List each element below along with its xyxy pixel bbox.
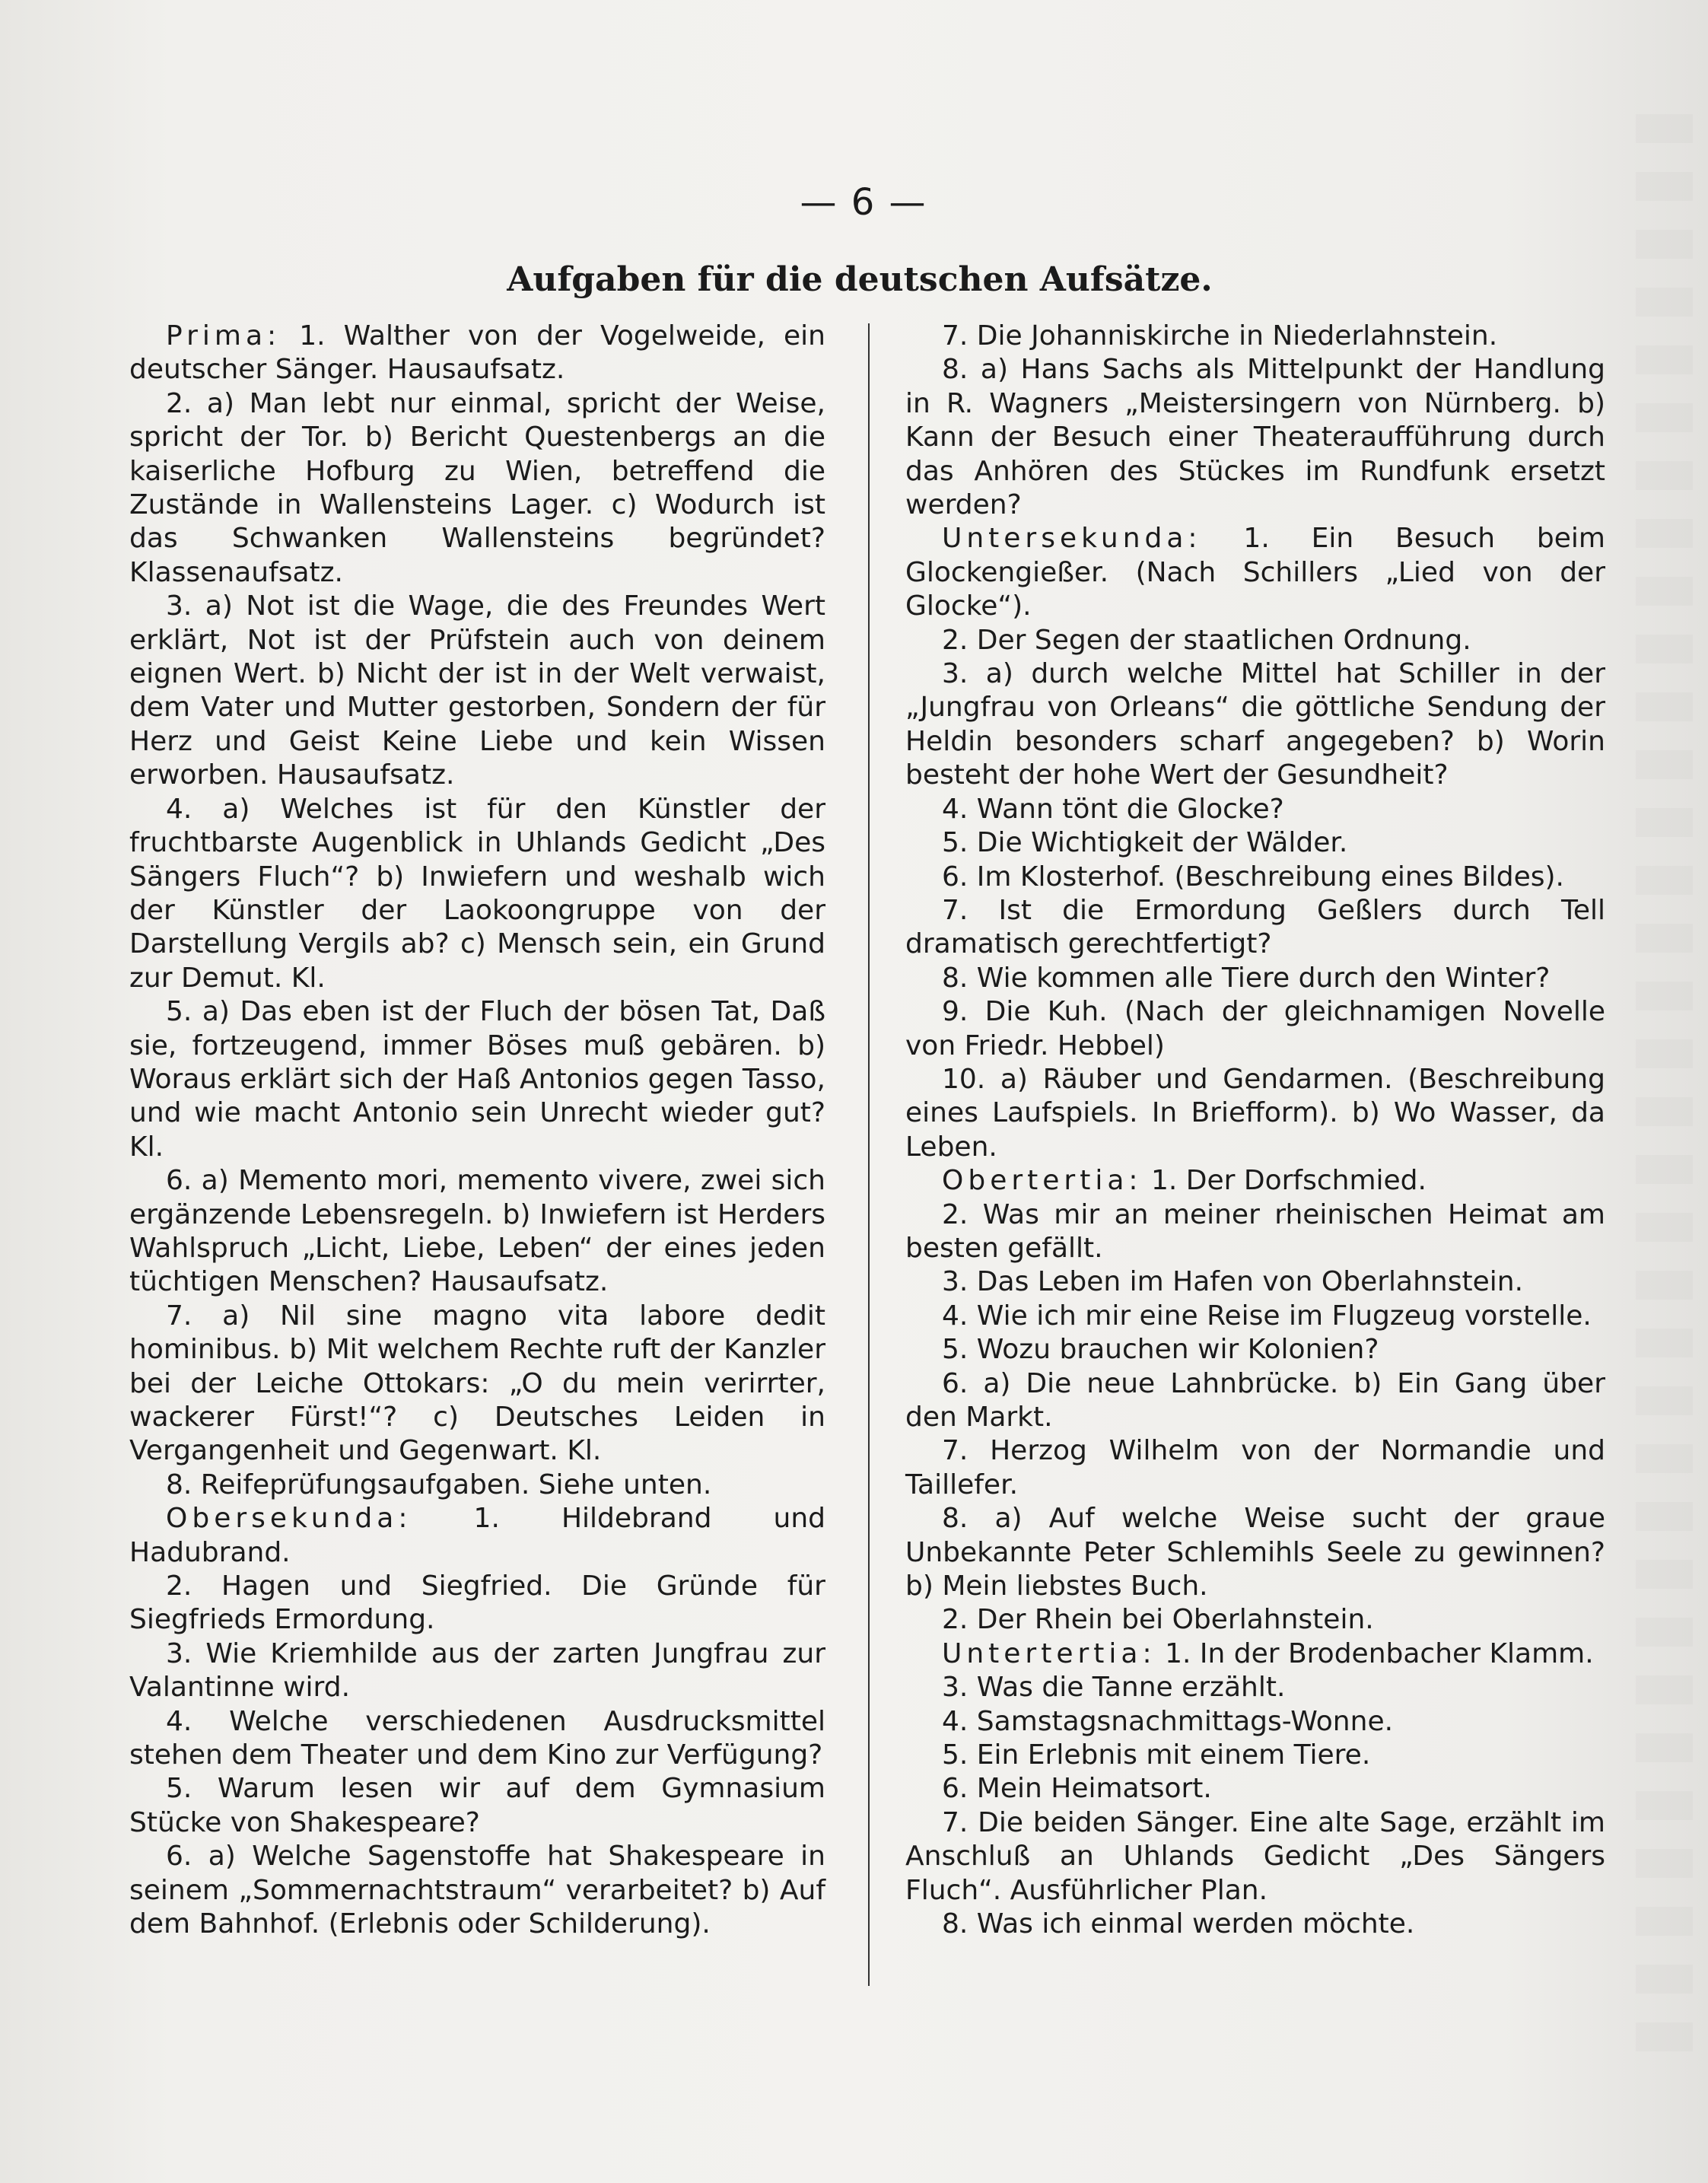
- assignment-text: 1. Ein Besuch beim Glockengießer. (Nach Schillers „Lied von der Glocke“).: [905, 523, 1605, 622]
- class-level-label: Prima:: [166, 320, 281, 352]
- assignment-paragraph: [905, 1198, 1605, 1266]
- show-through-shadow: [1636, 114, 1693, 2062]
- assignment-text: 2. Was mir an meiner rheinischen Heimat am besten gefällt.: [905, 1198, 1605, 1264]
- assignment-paragraph: [129, 793, 825, 995]
- assignment-text: 1. Walther von der Vogelweide, ein deutscher Sänger. Hausaufsatz.: [129, 320, 825, 386]
- assignment-text: 4. a) Welches ist für den Künstler der fruchtbarste Augenblick in Uhlands Gedicht „Des Sängers Fluch“? b) Inwiefern und weshalb wich der Künstler der Laokoongruppe von der Darstellung Vergils ab? c) Mensch sein, ein Grund zur Demut. Kl.: [129, 793, 825, 994]
- assignment-text: 4. Samstagsnachmittags-Wonne.: [942, 1705, 1394, 1737]
- assignment-paragraph: [905, 1739, 1605, 1772]
- assignment-paragraph: [129, 1637, 825, 1705]
- assignment-paragraph: [129, 1705, 825, 1773]
- assignment-paragraph: [905, 1333, 1605, 1367]
- assignment-text: 7. a) Nil sine magno vita labore dedit hominibus. b) Mit welchem Rechte ruft der Kanzler bei der Leiche Ottokars: „O du mein verirrter, wackerer Fürst!“? c) Deutsches Leiden in Vergangenheit und Gegenwart. Kl.: [129, 1300, 825, 1467]
- assignment-paragraph: [129, 1502, 825, 1570]
- assignment-paragraph: [129, 387, 825, 590]
- assignment-paragraph: [905, 861, 1605, 894]
- assignment-text: 4. Welche verschiedenen Ausdrucksmittel stehen dem Theater und dem Kino zur Verfügung?: [129, 1705, 825, 1771]
- assignment-paragraph: [905, 1367, 1605, 1435]
- assignment-paragraph: [905, 624, 1605, 657]
- assignment-paragraph: [905, 1603, 1605, 1637]
- page-number: — 6 —: [800, 181, 927, 224]
- assignment-text: 4. Wann tönt die Glocke?: [942, 793, 1284, 825]
- class-level-label: Obertertia:: [942, 1165, 1143, 1197]
- assignment-text: 2. Der Segen der staatlichen Ordnung.: [942, 624, 1471, 656]
- assignment-text: 5. Wozu brauchen wir Kolonien?: [942, 1334, 1379, 1366]
- page-title: Aufgaben für die deutschen Aufsätze.: [507, 260, 1213, 299]
- assignment-paragraph: [905, 522, 1605, 623]
- assignment-text: 7. Ist die Ermordung Geßlers durch Tell dramatisch gerechtfertigt?: [905, 894, 1605, 960]
- assignment-paragraph: [905, 826, 1605, 860]
- assignment-text: 8. Was ich einmal werden möchte.: [942, 1908, 1415, 1940]
- class-level-label: Obersekunda:: [166, 1503, 412, 1535]
- assignment-paragraph: [905, 1502, 1605, 1603]
- assignment-paragraph: [905, 1671, 1605, 1704]
- assignment-paragraph: [905, 793, 1605, 826]
- assignment-text: 8. a) Auf welche Weise sucht der graue Unbekannte Peter Schlemihls Seele zu gewinnen? b) Mein liebstes Buch.: [905, 1503, 1605, 1602]
- assignment-text: 6. a) Welche Sagenstoffe hat Shakespeare in seinem „Sommernachtstraum“ verarbeitet? b) Auf dem Bahnhof. (Erlebnis oder Schilderung).: [129, 1841, 825, 1940]
- assignment-paragraph: [905, 1434, 1605, 1502]
- assignment-text: 2. Der Rhein bei Oberlahnstein.: [942, 1604, 1374, 1636]
- assignment-paragraph: [905, 962, 1605, 995]
- assignment-text: 1. Hildebrand und Hadubrand.: [129, 1503, 825, 1568]
- assignment-paragraph: [129, 1840, 825, 1941]
- assignment-paragraph: [905, 353, 1605, 522]
- assignment-paragraph: [905, 1705, 1605, 1739]
- assignment-text: 5. a) Das eben ist der Fluch der bösen Tat, Daß sie, fortzeugend, immer Böses muß gebären. b) Woraus erklärt sich der Haß Antonios gegen Tasso, und wie macht Antonio sein Unrecht wieder gut? Kl.: [129, 996, 825, 1163]
- assignment-text: 5. Warum lesen wir auf dem Gymnasium Stücke von Shakespeare?: [129, 1773, 825, 1838]
- assignment-paragraph: [129, 1570, 825, 1637]
- assignment-paragraph: [905, 1265, 1605, 1299]
- assignment-text: 6. Im Klosterhof. (Beschreibung eines Bildes).: [942, 861, 1564, 893]
- assignment-text: 7. Die Johanniskirche in Niederlahnstein.: [942, 320, 1498, 352]
- assignment-paragraph: [129, 1772, 825, 1840]
- assignment-paragraph: [905, 1300, 1605, 1333]
- assignment-text: 3. a) Not ist die Wage, die des Freundes Wert erklärt, Not ist der Prüfstein auch von deinem eignen Wert. b) Nicht der ist in der Welt verwaist, dem Vater und Mutter gestorben, Sondern der für Herz und Geist Keine Liebe und kein Wissen erworben. Hausaufsatz.: [129, 590, 825, 791]
- column-divider: [868, 323, 870, 1986]
- assignment-text: 3. a) durch welche Mittel hat Schiller in der „Jungfrau von Orleans“ die göttliche Sendung der Heldin besonders scharf angegeben? b) Worin besteht der hohe Wert der Gesundheit?: [905, 658, 1605, 791]
- assignment-paragraph: [905, 894, 1605, 962]
- assignment-paragraph: [905, 1063, 1605, 1164]
- assignment-text: 1. Der Dorfschmied.: [1150, 1165, 1427, 1197]
- assignment-text: 6. Mein Heimatsort.: [942, 1773, 1212, 1805]
- assignment-text: 8. Wie kommen alle Tiere durch den Winter?: [942, 962, 1551, 994]
- assignment-paragraph: [905, 1637, 1605, 1671]
- assignment-text: 2. Hagen und Siegfried. Die Gründe für Siegfrieds Ermordung.: [129, 1570, 825, 1636]
- assignment-paragraph: [129, 1300, 825, 1469]
- assignment-text: 7. Herzog Wilhelm von der Normandie und Taillefer.: [905, 1435, 1605, 1500]
- assignment-paragraph: [905, 1908, 1605, 1941]
- assignment-paragraph: [129, 1469, 825, 1502]
- assignment-text: 4. Wie ich mir eine Reise im Flugzeug vorstelle.: [942, 1300, 1592, 1332]
- assignment-text: 9. Die Kuh. (Nach der gleichnamigen Novelle von Friedr. Hebbel): [905, 996, 1605, 1061]
- left-column: [129, 320, 825, 1994]
- assignment-text: 7. Die beiden Sänger. Eine alte Sage, erzählt im Anschluß an Uhlands Gedicht „Des Sängers Fluch“. Ausführlicher Plan.: [905, 1806, 1605, 1906]
- assignment-text: 10. a) Räuber und Gendarmen. (Beschreibung eines Laufspiels. In Briefform). b) Wo Wasser, da Leben.: [905, 1063, 1605, 1163]
- assignment-paragraph: [129, 995, 825, 1164]
- assignment-paragraph: [129, 590, 825, 792]
- assignment-paragraph: [129, 1164, 825, 1300]
- assignment-text: 5. Ein Erlebnis mit einem Tiere.: [942, 1739, 1371, 1771]
- right-column: [905, 320, 1605, 1994]
- assignment-text: 6. a) Die neue Lahnbrücke. b) Ein Gang über den Markt.: [905, 1367, 1605, 1433]
- assignment-paragraph: [905, 1806, 1605, 1908]
- assignment-text: 6. a) Memento mori, memento vivere, zwei sich ergänzende Lebensregeln. b) Inwiefern ist Herders Wahlspruch „Licht, Liebe, Leben“ der eines jeden tüchtigen Menschen? Hausaufsatz.: [129, 1165, 825, 1298]
- assignment-text: 2. a) Man lebt nur einmal, spricht der Weise, spricht der Tor. b) Bericht Questenbergs an die kaiserliche Hofburg zu Wien, betreffend die Zustände in Wallensteins Lager. c) Wodurch ist das Schwanken Wallensteins begründet? Klassenaufsatz.: [129, 387, 825, 588]
- assignment-paragraph: [905, 657, 1605, 793]
- assignment-paragraph: [129, 320, 825, 387]
- class-level-label: Untersekunda:: [942, 523, 1202, 555]
- assignment-text: 3. Das Leben im Hafen von Oberlahnstein.: [942, 1266, 1524, 1298]
- assignment-text: 3. Wie Kriemhilde aus der zarten Jungfrau zur Valantinne wird.: [129, 1637, 825, 1704]
- assignment-text: 5. Die Wichtigkeit der Wälder.: [942, 827, 1348, 859]
- assignment-text: 8. a) Hans Sachs als Mittelpunkt der Handlung in R. Wagners „Meistersingern von Nürnberg. b) Kann der Besuch einer Theateraufführung durch das Anhören des Stückes im Rundfunk ersetzt werden?: [905, 354, 1605, 521]
- assignment-paragraph: [905, 1164, 1605, 1198]
- assignment-text: 1. In der Brodenbacher Klamm.: [1165, 1637, 1594, 1669]
- assignment-paragraph: [905, 995, 1605, 1063]
- class-level-label: Untertertia:: [942, 1637, 1156, 1669]
- assignment-text: 3. Was die Tanne erzählt.: [942, 1672, 1286, 1704]
- assignment-text: 8. Reifeprüfungsaufgaben. Siehe unten.: [166, 1469, 712, 1500]
- assignment-paragraph: [905, 1772, 1605, 1806]
- assignment-paragraph: [905, 320, 1605, 353]
